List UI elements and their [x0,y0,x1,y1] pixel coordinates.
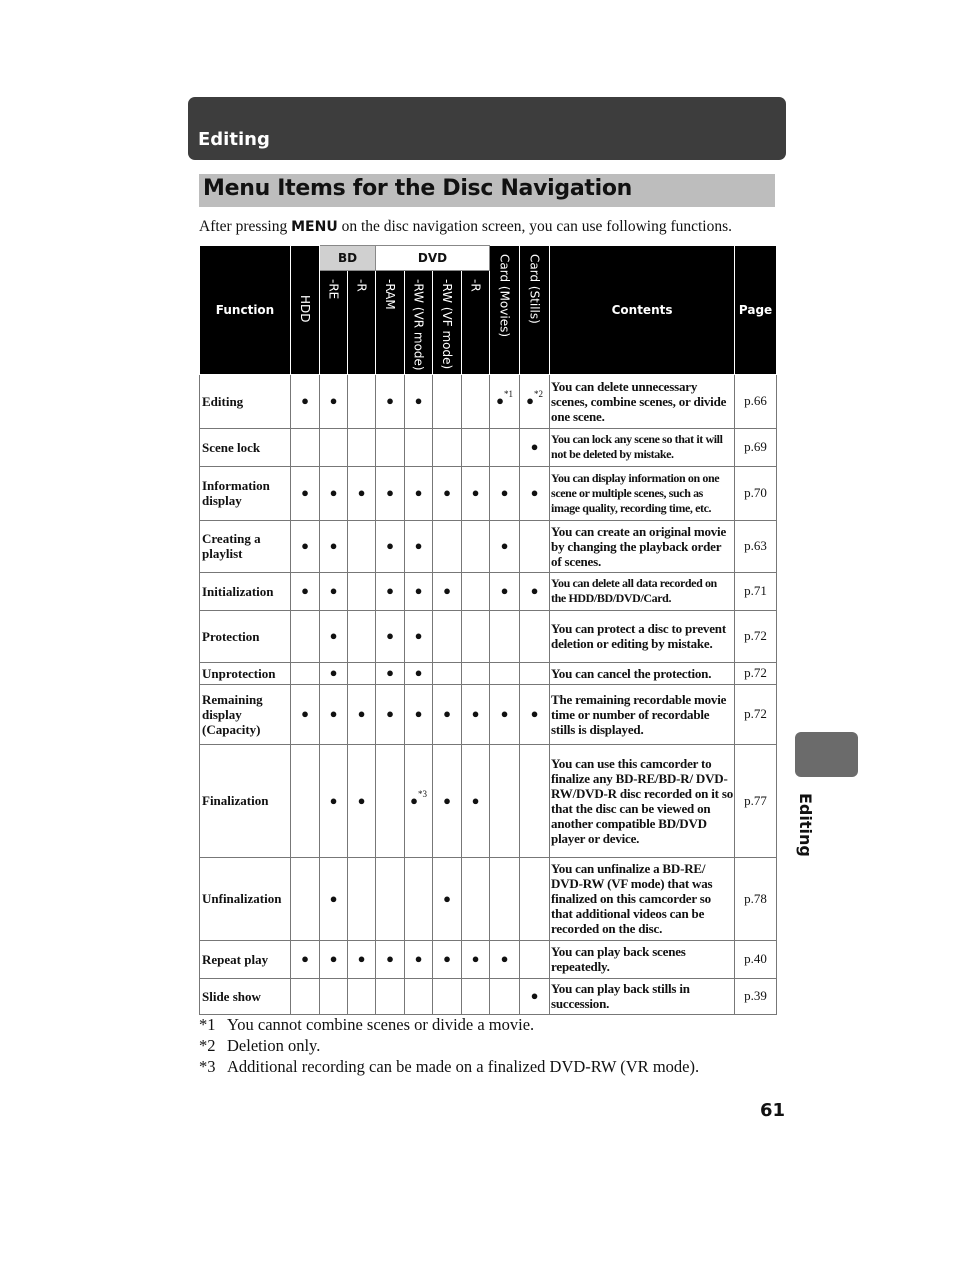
support-mark-cell: ● [520,684,550,744]
support-mark-cell [462,428,490,466]
support-mark-cell [462,520,490,572]
page-ref-cell: p.39 [735,978,777,1014]
table-row [200,978,777,1014]
header-function: Function [200,246,291,375]
support-mark-cell [462,662,490,684]
support-mark-cell: ● [291,684,320,744]
contents-cell: You can delete unnecessary scenes, combine scenes, or divide one scene. [550,374,735,428]
support-mark-cell [348,374,376,428]
side-tab [795,732,858,777]
support-mark-cell [462,610,490,662]
support-mark-cell: ● [376,684,405,744]
support-mark-cell: ● [520,466,550,520]
support-mark-cell: ● [291,374,320,428]
function-cell: Slide show [200,978,291,1014]
support-mark-cell [490,744,520,857]
page-ref-cell: p.72 [735,610,777,662]
support-mark-cell: ● [291,940,320,978]
support-mark-cell: ● [376,940,405,978]
intro-after: on the disc navigation screen, you can use following functions. [337,218,733,235]
support-mark-cell: ● [520,428,550,466]
support-mark-cell: ● [405,466,433,520]
header-page: Page [735,246,777,375]
support-mark-cell: ● [405,610,433,662]
support-mark-cell: ● [433,744,462,857]
contents-cell: You can display information on one scene or multiple scenes, such as image quality, recording time, etc. [550,466,735,520]
function-cell: Editing [200,374,291,428]
support-mark-cell [433,978,462,1014]
table-row [200,428,777,466]
support-mark-cell: ● [320,940,348,978]
function-cell: Remaining display (Capacity) [200,684,291,744]
support-mark-cell [348,572,376,610]
support-mark-cell: ● [376,572,405,610]
table-row [200,684,777,744]
support-mark-cell [320,428,348,466]
header-bd-re: -RE [320,271,348,375]
support-mark-cell: ● [376,662,405,684]
function-table [199,245,777,1015]
support-mark-cell: ● [405,940,433,978]
header-bd-r: -R [348,271,376,375]
table-row [200,940,777,978]
support-mark-cell: ● [291,520,320,572]
function-cell: Repeat play [200,940,291,978]
intro-before: After pressing [199,218,292,235]
support-mark-cell [433,520,462,572]
header-dvd-rw-vr: -RW (VR mode) [405,271,433,375]
function-cell: Initialization [200,572,291,610]
support-mark-cell: ● [320,610,348,662]
support-mark-cell [348,428,376,466]
footnote: *2 Deletion only. [199,1036,321,1055]
page-title-bar [199,174,775,207]
support-mark-cell: ● [320,684,348,744]
page-title: Menu Items for the Disc Navigation [203,176,633,201]
contents-cell: You can protect a disc to prevent deletion or editing by mistake. [550,610,735,662]
page-ref-cell: p.78 [735,857,777,940]
support-mark-cell: ● [490,520,520,572]
header-dvd-ram: -RAM [376,271,405,375]
header-contents: Contents [550,246,735,375]
support-mark-cell: ● [462,466,490,520]
support-mark-cell [376,744,405,857]
support-mark-cell: ● [433,572,462,610]
function-cell: Finalization [200,744,291,857]
page-ref-cell: p.71 [735,572,777,610]
support-mark-cell [462,374,490,428]
support-mark-cell [320,978,348,1014]
contents-cell: The remaining recordable movie time or number of recordable stills is displayed. [550,684,735,744]
support-mark-cell [462,978,490,1014]
support-mark-cell [520,662,550,684]
support-mark-cell: ● [320,572,348,610]
page-ref-cell: p.77 [735,744,777,857]
page-ref-cell: p.72 [735,684,777,744]
section-header-bar [188,97,786,160]
contents-cell: You can cancel the protection. [550,662,735,684]
support-mark-cell [520,940,550,978]
support-mark-cell [348,662,376,684]
table-row [200,520,777,572]
support-mark-cell: ● [376,610,405,662]
page-ref-cell: p.72 [735,662,777,684]
contents-cell: You can lock any scene so that it will not be deleted by mistake. [550,428,735,466]
contents-cell: You can delete all data recorded on the HDD/BD/DVD/Card. [550,572,735,610]
support-mark-cell [291,610,320,662]
header-dvd-group: DVD [376,246,490,271]
support-mark-cell [520,610,550,662]
contents-cell: You can create an original movie by changing the playback order of scenes. [550,520,735,572]
contents-cell: You can play back scenes repeatedly. [550,940,735,978]
support-mark-cell: ● [376,374,405,428]
support-mark-cell: ● [490,572,520,610]
support-mark-cell: ● [490,466,520,520]
support-mark-cell [433,428,462,466]
support-mark-cell [462,572,490,610]
page-ref-cell: p.69 [735,428,777,466]
support-mark-cell: ● [405,374,433,428]
support-mark-cell: ● [320,662,348,684]
support-mark-cell: ● [291,572,320,610]
function-cell: Scene lock [200,428,291,466]
support-mark-cell: ●$^{*2}$ [520,374,550,428]
support-mark-cell: ● [462,940,490,978]
support-mark-cell: ●$^{*1}$ [490,374,520,428]
header-card-stills: Card (Stills) [520,246,550,375]
support-mark-cell [348,520,376,572]
support-mark-cell [520,857,550,940]
page-ref-cell: p.70 [735,466,777,520]
function-cell: Unfinalization [200,857,291,940]
page-number: 61 [760,1100,786,1121]
support-mark-cell [405,857,433,940]
side-tab-label: Editing [796,793,815,857]
support-mark-cell [348,978,376,1014]
function-cell: Protection [200,610,291,662]
support-mark-cell: ● [490,940,520,978]
footnote: *3 Additional recording can be made on a finalized DVD-RW (VR mode). [199,1057,700,1076]
support-mark-cell: ● [405,520,433,572]
page-ref-cell: p.40 [735,940,777,978]
header-card-movies: Card (Movies) [490,246,520,375]
support-mark-cell: ● [405,662,433,684]
support-mark-cell: ● [376,520,405,572]
support-mark-cell: ● [320,374,348,428]
support-mark-cell [520,520,550,572]
table-row [200,857,777,940]
support-mark-cell: ● [320,466,348,520]
support-mark-cell [490,978,520,1014]
contents-cell: You can unfinalize a BD-RE/ DVD-RW (VF mode) that was finalized on this camcorder so that additional videos can be recorded on the disc. [550,857,735,940]
contents-cell: You can use this camcorder to finalize any BD-RE/BD-R/ DVD-RW/DVD-R disc recorded on it so that the disc can be viewed on another compatible BD/DVD player or device. [550,744,735,857]
support-mark-cell: ● [490,684,520,744]
header-bd-group: BD [320,246,376,271]
support-mark-cell [376,857,405,940]
support-mark-cell: ● [320,520,348,572]
table-row [200,466,777,520]
page-ref-cell: p.66 [735,374,777,428]
support-mark-cell [348,857,376,940]
support-mark-cell [462,857,490,940]
support-mark-cell [348,610,376,662]
menu-key-label: MENU [291,219,338,235]
support-mark-cell: ● [433,684,462,744]
support-mark-cell [520,744,550,857]
support-mark-cell [490,662,520,684]
support-mark-cell: ● [462,744,490,857]
function-table-body [200,374,777,1014]
support-mark-cell [291,428,320,466]
function-cell: Information display [200,466,291,520]
support-mark-cell: ● [462,684,490,744]
support-mark-cell: ● [376,466,405,520]
support-mark-cell [376,428,405,466]
support-mark-cell: ● [291,466,320,520]
support-mark-cell [376,978,405,1014]
section-title: Editing [198,129,270,150]
support-mark-cell [433,662,462,684]
support-mark-cell [490,857,520,940]
page-ref-cell: p.63 [735,520,777,572]
footnotes [199,1014,699,1077]
support-mark-cell: ● [433,857,462,940]
footnote: *1 You cannot combine scenes or divide a movie. [199,1015,535,1034]
support-mark-cell: ● [348,744,376,857]
table-row [200,374,777,428]
support-mark-cell [405,428,433,466]
support-mark-cell: ● [433,940,462,978]
support-mark-cell: ● [320,857,348,940]
support-mark-cell: ●$^{*3}$ [405,744,433,857]
support-mark-cell: ● [320,744,348,857]
table-row [200,572,777,610]
support-mark-cell [291,857,320,940]
table-row [200,744,777,857]
support-mark-cell: ● [348,684,376,744]
support-mark-cell [433,374,462,428]
table-row [200,662,777,684]
support-mark-cell: ● [405,572,433,610]
function-cell: Creating a playlist [200,520,291,572]
support-mark-cell: ● [520,572,550,610]
support-mark-cell [433,610,462,662]
intro-text [199,218,779,236]
support-mark-cell: ● [348,466,376,520]
support-mark-cell [490,610,520,662]
contents-cell: You can play back stills in succession. [550,978,735,1014]
header-hdd: HDD [291,246,320,375]
header-dvd-r: -R [462,271,490,375]
header-dvd-rw-vf: -RW (VF mode) [433,271,462,375]
support-mark-cell [291,662,320,684]
function-cell: Unprotection [200,662,291,684]
support-mark-cell: ● [433,466,462,520]
table-row [200,610,777,662]
support-mark-cell [291,978,320,1014]
support-mark-cell: ● [348,940,376,978]
support-mark-cell: ● [405,684,433,744]
support-mark-cell: ● [520,978,550,1014]
support-mark-cell [291,744,320,857]
support-mark-cell [405,978,433,1014]
support-mark-cell [490,428,520,466]
